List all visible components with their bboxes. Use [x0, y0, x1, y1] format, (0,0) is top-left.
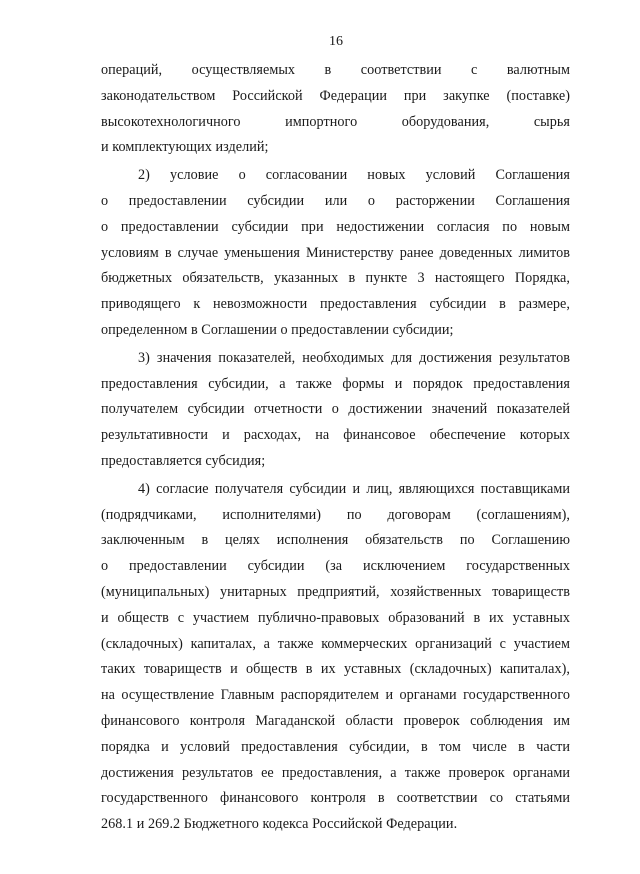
text-line: и комплектующих изделий; [101, 139, 269, 156]
document-body [101, 58, 570, 838]
text-line: предоставления субсидии, а также формы и порядок предоставления [101, 375, 570, 392]
text-line: порядка и условий предоставления субсидии, в том числе в части [101, 738, 570, 755]
text-line: высокотехнологичного импортного оборудования, сырья [101, 113, 570, 130]
text-line: таких товариществ и обществ в их уставных (складочных) капиталах), [101, 661, 570, 678]
text-line: условиям в случае уменьшения Министерству ранее доведенных лимитов [101, 244, 570, 261]
text-line: получателем субсидии отчетности о достижении значений показателей [101, 401, 570, 418]
text-line: приводящего к невозможности предоставления субсидии в размере, [101, 296, 570, 313]
text-line: 268.1 и 269.2 Бюджетного кодекса Российской Федерации. [101, 816, 458, 833]
text-line: государственного финансового контроля в соответствии со статьями [101, 790, 570, 807]
text-line: и обществ с участием публично-правовых образований в их уставных [101, 609, 570, 626]
text-line: 3) значения показателей, необходимых для достижения результатов [138, 349, 570, 366]
text-line: заключенным в целях исполнения обязательств по Соглашению [101, 532, 570, 549]
text-line: (подрядчиками, исполнителями) по договорам (соглашениям), [101, 506, 570, 523]
text-line: результативности и расходах, на финансовое обеспечение которых [101, 427, 570, 444]
text-line: финансового контроля Магаданской области проверок соблюдения им [101, 712, 570, 729]
paragraph-item-2 [101, 163, 570, 344]
text-line: (складочных) капиталах, а также коммерческих организаций с участием [101, 635, 570, 652]
text-line: предоставляется субсидия; [101, 452, 266, 469]
paragraph-continuation [101, 58, 570, 161]
text-line: (муниципальных) унитарных предприятий, хозяйственных товариществ [101, 583, 570, 600]
paragraph-item-3 [101, 346, 570, 475]
text-line: определенном в Соглашении о предоставлении субсидии; [101, 321, 454, 338]
page-number: 16 [329, 34, 343, 49]
text-line: о предоставлении субсидии (за исключением государственных [101, 558, 570, 575]
text-line: законодательством Российской Федерации при закупке (поставке) [101, 87, 570, 104]
text-line: 2) условие о согласовании новых условий Соглашения [138, 167, 570, 184]
text-line: операций, осуществляемых в соответствии с валютным [101, 62, 570, 78]
paragraph-item-4 [101, 477, 570, 838]
text-line: о предоставлении субсидии при недостижении согласия по новым [101, 218, 570, 235]
text-line: 4) согласие получателя субсидии и лиц, являющихся поставщиками [138, 480, 570, 497]
text-line: бюджетных обязательств, указанных в пункте 3 настоящего Порядка, [101, 270, 570, 287]
text-line: на осуществление Главным распорядителем и органами государственного [101, 687, 570, 704]
text-line: о предоставлении субсидии или о расторжении Соглашения [101, 192, 570, 209]
text-line: достижения результатов ее предоставления, а также проверок органами [101, 764, 570, 781]
